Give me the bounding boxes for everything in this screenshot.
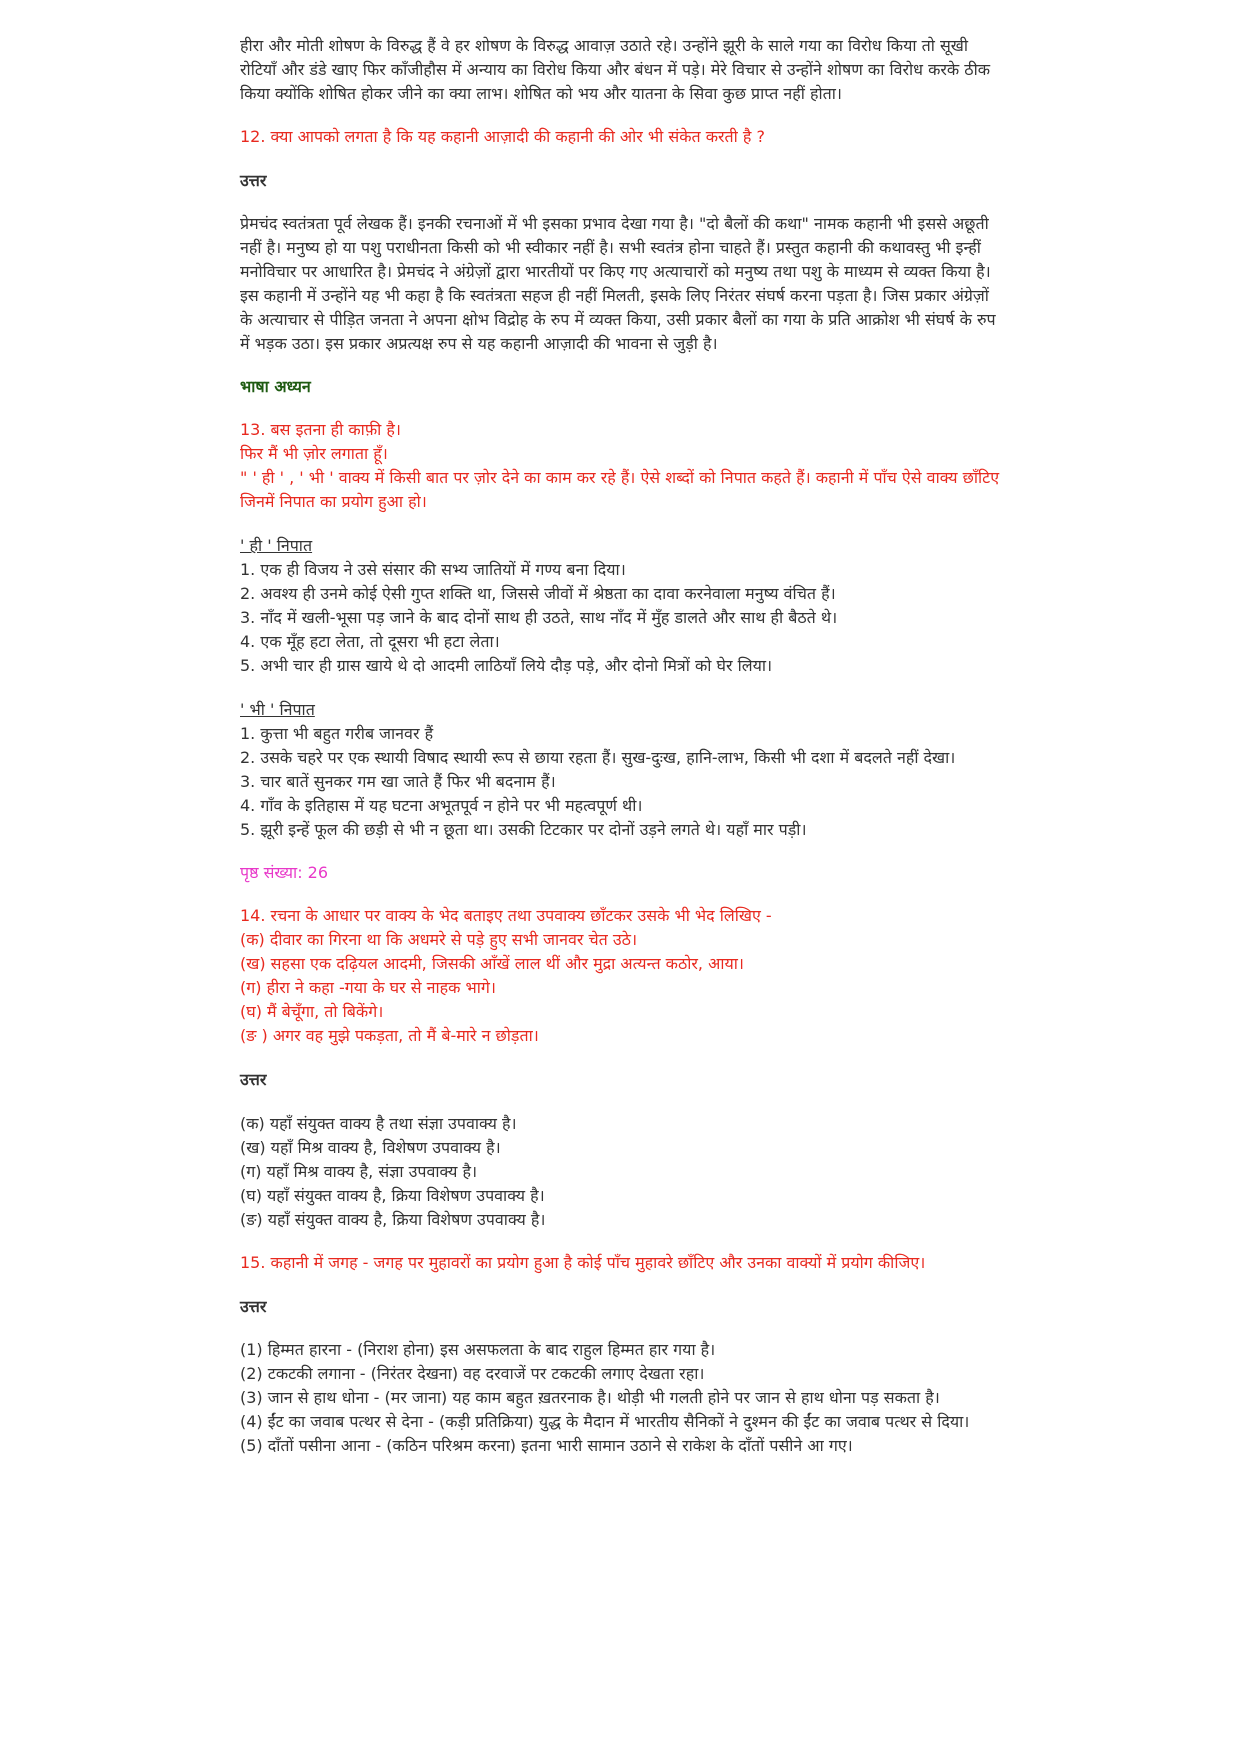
bhi-nipat-heading: ' भी ' निपात [240,700,315,719]
list-item: 1. एक ही विजय ने उसे संसार की सभ्य जातियों में गण्य बना दिया। [240,560,626,579]
document-content [240,34,1000,1458]
list-item: (1) हिम्मत हारना - (निराश होना) इस असफलता के बाद राहुल हिम्मत हार गया है। [240,1340,716,1359]
list-item: 1. कुत्ता भी बहुत गरीब जानवर हैं [240,724,434,743]
list-item: 4. गाँव के इतिहास में यह घटना अभूतपूर्व न होने पर भी महत्वपूर्ण थी। [240,796,643,815]
question-13-line-3: " ' ही ' , ' भी ' वाक्य में किसी बात पर ज़ोर देने का काम कर रहे हैं। ऐसे शब्दों को निपात कहते हैं। कहानी में पाँच ऐसे वाक्य छाँटिए जिनमें निपात का प्रयोग हुआ हो। [240,468,1000,511]
question-14-line: (ङ ) अगर वह मुझे पकड़ता, तो मैं बे-मारे न छोड़ता। [240,1026,539,1045]
list-item: (5) दाँतों पसीना आना - (कठिन परिश्रम करना) इतना भारी सामान उठाने से राकेश के दाँतों पसीने आ गए। [240,1436,853,1455]
question-14-line: (ख) सहसा एक दढ़ियल आदमी, जिसकी आँखें लाल थीं और मुद्रा अत्यन्त कठोर, आया। [240,954,744,973]
list-item: 4. एक मूँह हटा लेता, तो दूसरा भी हटा लेता। [240,632,500,651]
answer-label-12: उत्तर [240,171,267,190]
list-item: (2) टकटकी लगाना - (निरंतर देखना) वह दरवाजें पर टकटकी लगाए देखता रहा। [240,1364,705,1383]
question-12: 12. क्या आपको लगता है कि यह कहानी आज़ादी की कहानी की ओर भी संकेत करती है ? [240,127,765,146]
question-13 [240,418,1000,514]
list-item: (ङ) यहाँ संयुक्त वाक्य है, क्रिया विशेषण उपवाक्य है। [240,1210,546,1229]
section-heading: भाषा अध्यन [240,377,311,396]
bhi-nipat-list [240,698,1000,842]
answer-15 [240,1338,1000,1458]
list-item: (ग) यहाँ मिश्र वाक्य है, संज्ञा उपवाक्य है। [240,1162,478,1181]
question-13-line-2: फिर मैं भी ज़ोर लगाता हूँ। [240,444,388,463]
answer-12: प्रेमचंद स्वतंत्रता पूर्व लेखक हैं। इनकी रचनाओं में भी इसका प्रभाव देखा गया है। "दो बैलों की कथा" नामक कहानी भी इससे अछूती नहीं है। मनुष्य हो या पशु पराधीनता किसी को भी स्वीकार नहीं है। सभी स्वतंत्र होना चाहते हैं। प्रस्तुत कहानी की कथावस्तु भी इन्हीं मनोविचार पर आधारित है। प्रेमचंद ने अंग्रेज़ों द्वारा भारतीयों पर किए गए अत्याचारों को मनुष्य तथा पशु के माध्यम से व्यक्त किया है। इस कहानी में उन्होंने यह भी कहा है कि स्वतंत्रता सहज ही नहीं मिलती, इसके लिए निरंतर संघर्ष करना पड़ता है। जिस प्रकार अंग्रेज़ों के अत्याचार से पीड़ित जनता ने अपना क्षोभ विद्रोह के रुप में व्यक्त किया, उसी प्रकार बैलों का गया के प्रति आक्रोश भी संघर्ष के रुप में भड़क उठा। इस प्रकार अप्रत्यक्ष रुप से यह कहानी आज़ादी की भावना से जुड़ी है। [240,214,996,353]
list-item: (4) ईंट का जवाब पत्थर से देना - (कड़ी प्रतिक्रिया) युद्ध के मैदान में भारतीय सैनिकों ने दुश्मन की ईंट का जवाब पत्थर से दिया। [240,1412,970,1431]
list-item: 2. उसके चहरे पर एक स्थायी विषाद स्थायी रूप से छाया रहता हैं। सुख-दुःख, हानि-लाभ, किसी भी दशा में बदलते नहीं देखा। [240,748,956,767]
list-item: 5. अभी चार ही ग्रास खाये थे दो आदमी लाठियाँ लिये दौड़ पड़े, और दोनो मित्रों को घेर लिया। [240,656,773,675]
question-14-line: (क) दीवार का गिरना था कि अधमरे से पड़े हुए सभी जानवर चेत उठे। [240,930,638,949]
question-14-line: (ग) हीरा ने कहा -गया के घर से नाहक भागे। [240,978,496,997]
answer-label-14: उत्तर [240,1070,267,1089]
page-number: पृष्ठ संख्या: 26 [240,863,329,882]
list-item: 3. चार बातें सुनकर गम खा जाते हैं फिर भी बदनाम हैं। [240,772,556,791]
list-item: 5. झूरी इन्हें फूल की छड़ी से भी न छूता था। उसकी टिटकार पर दोनों उड़ने लगते थे। यहाँ मार पड़ी। [240,820,807,839]
answer-label-15: उत्तर [240,1297,267,1316]
list-item: (घ) यहाँ संयुक्त वाक्य है, क्रिया विशेषण उपवाक्य है। [240,1186,545,1205]
list-item: 2. अवश्य ही उनमे कोई ऐसी गुप्त शक्ति था, जिससे जीवों में श्रेष्ठता का दावा करनेवाला मनुष्य वंचित हैं। [240,584,836,603]
list-item: (ख) यहाँ मिश्र वाक्य है, विशेषण उपवाक्य है। [240,1138,501,1157]
list-item: 3. नाँद में खली-भूसा पड़ जाने के बाद दोनों साथ ही उठते, साथ नाँद में मुँह डालते और साथ ही बैठते थे। [240,608,838,627]
question-14-line: (घ) मैं बेचूँगा, तो बिकेंगे। [240,1002,384,1021]
list-item: (3) जान से हाथ धोना - (मर जाना) यह काम बहुत ख़तरनाक है। थोड़ी भी गलती होने पर जान से हाथ धोना पड़ सकता है। [240,1388,940,1407]
question-13-line-1: 13. बस इतना ही काफ़ी है। [240,420,401,439]
hi-nipat-list [240,534,1000,678]
question-14-line: 14. रचना के आधार पर वाक्य के भेद बताइए तथा उपवाक्य छाँटकर उसके भी भेद लिखिए - [240,906,772,925]
question-14 [240,904,1000,1048]
question-15: 15. कहानी में जगह - जगह पर मुहावरों का प्रयोग हुआ है कोई पाँच मुहावरे छाँटिए और उनका वाक्यों में प्रयोग कीजिए। [240,1253,926,1272]
list-item: (क) यहाँ संयुक्त वाक्य है तथा संज्ञा उपवाक्य है। [240,1114,517,1133]
hi-nipat-heading: ' ही ' निपात [240,536,313,555]
intro-paragraph: हीरा और मोती शोषण के विरुद्ध हैं वे हर शोषण के विरुद्ध आवाज़ उठाते रहे। उन्होंने झूरी के साले गया का विरोध किया तो सूखी रोटियाँ और डंडे खाए फिर काँजीहौस में अन्याय का विरोध किया और बंधन में पड़े। मेरे विचार से उन्होंने शोषण का विरोध करके ठीक किया क्योंकि शोषित होकर जीने का क्या लाभ। शोषित को भय और यातना के सिवा कुछ प्राप्त नहीं होता। [240,36,991,103]
answer-14 [240,1112,1000,1232]
